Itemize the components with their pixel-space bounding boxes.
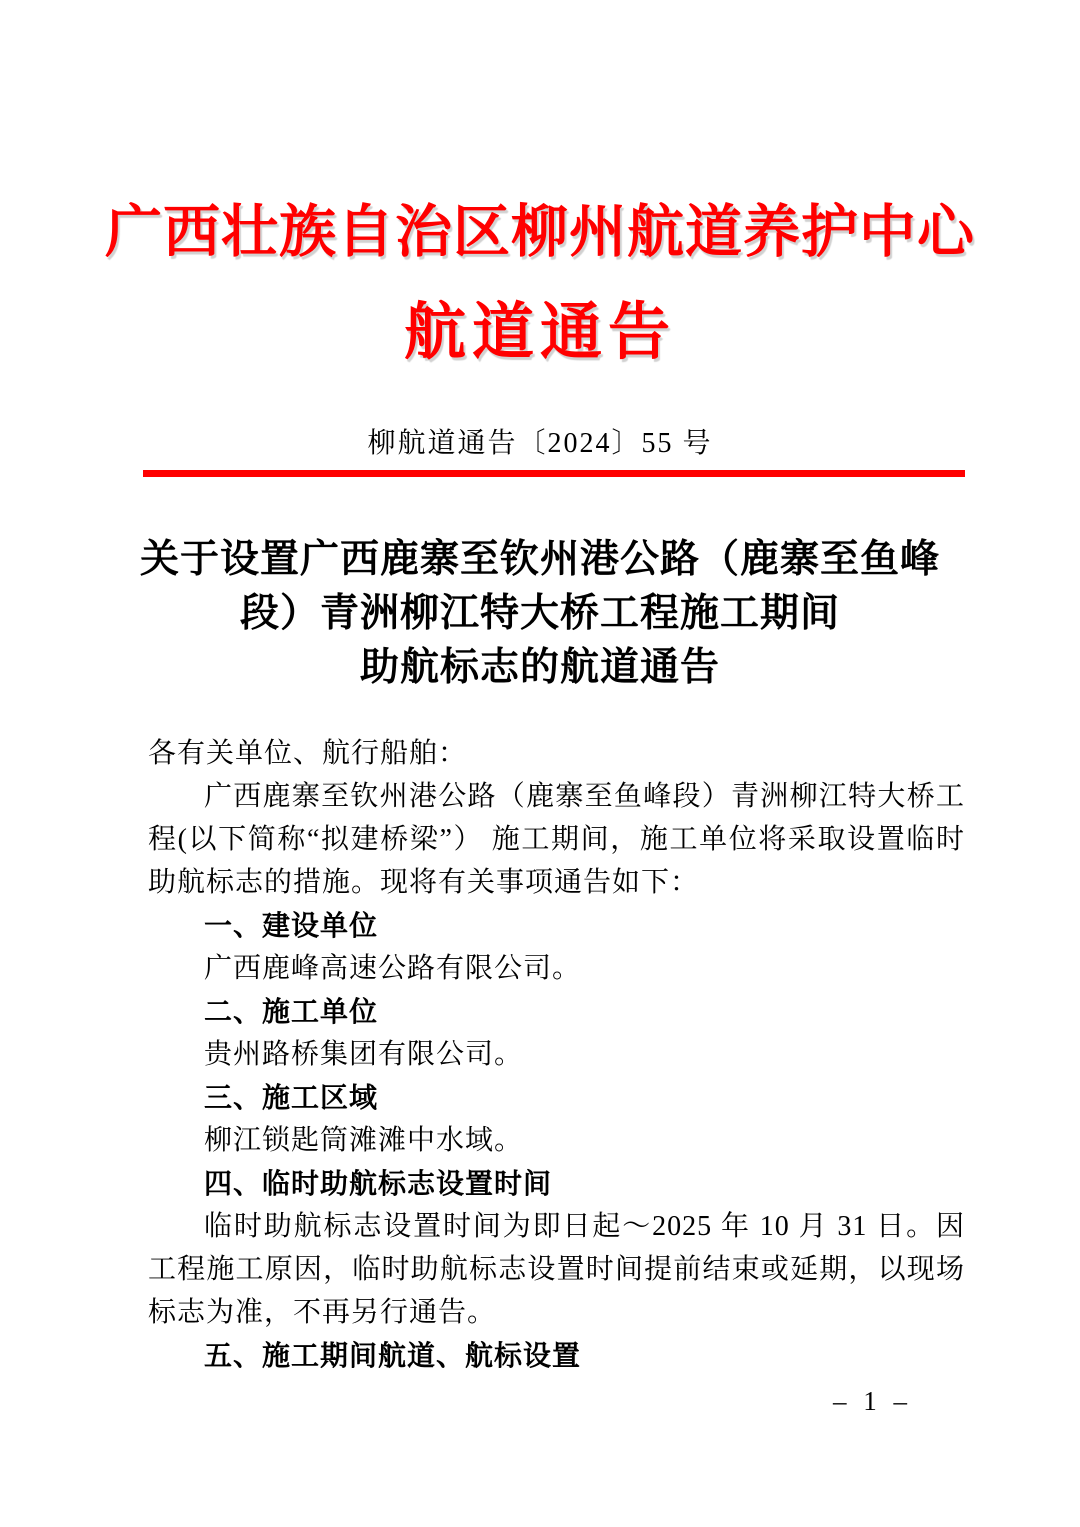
org-title-line1: 广西壮族自治区柳州航道养护中心 [105, 201, 975, 264]
intro-paragraph: 广西鹿寨至钦州港公路（鹿寨至鱼峰段）青洲柳江特大桥工程(以下简称“拟建桥梁”） 施工期间，施工单位将采取设置临时助航标志的措施。现将有关事项通告如下： [148, 781, 965, 898]
notice-title-line2: 段）青洲柳江特大桥工程施工期间 [239, 592, 840, 635]
section-2-content: 贵州路桥集团有限公司。 [204, 1039, 524, 1070]
document-number: 柳航道通告〔2024〕55 号 [367, 428, 713, 459]
section-4-heading: 四、临时助航标志设置时间 [204, 1168, 553, 1199]
document-body [148, 732, 965, 1377]
section-4-content: 临时助航标志设置时间为即日起～2025 年 10 月 31 日。因工程施工原因，临时助航标志设置时间提前结束或延期，以现场标志为准，不再另行通告。 [148, 1211, 965, 1328]
salutation: 各有关单位、航行船舶： [148, 738, 468, 769]
notice-title-line1: 关于设置广西鹿寨至钦州港公路（鹿寨至鱼峰 [139, 538, 940, 581]
section-1-heading: 一、建设单位 [204, 910, 379, 941]
red-divider-rule [143, 470, 965, 477]
notice-title [0, 533, 1080, 695]
section-1-content: 广西鹿峰高速公路有限公司。 [204, 953, 582, 984]
masthead [0, 193, 1080, 369]
org-title-line2: 航道通告 [403, 299, 676, 367]
section-3-content: 柳江锁匙筒滩滩中水域。 [204, 1125, 524, 1156]
section-3-heading: 三、施工区域 [204, 1082, 379, 1113]
section-5-heading: 五、施工期间航道、航标设置 [204, 1340, 582, 1371]
page-number: – 1 – [833, 1386, 912, 1416]
notice-title-line3: 助航标志的航道通告 [359, 646, 720, 689]
section-2-heading: 二、施工单位 [204, 996, 379, 1027]
